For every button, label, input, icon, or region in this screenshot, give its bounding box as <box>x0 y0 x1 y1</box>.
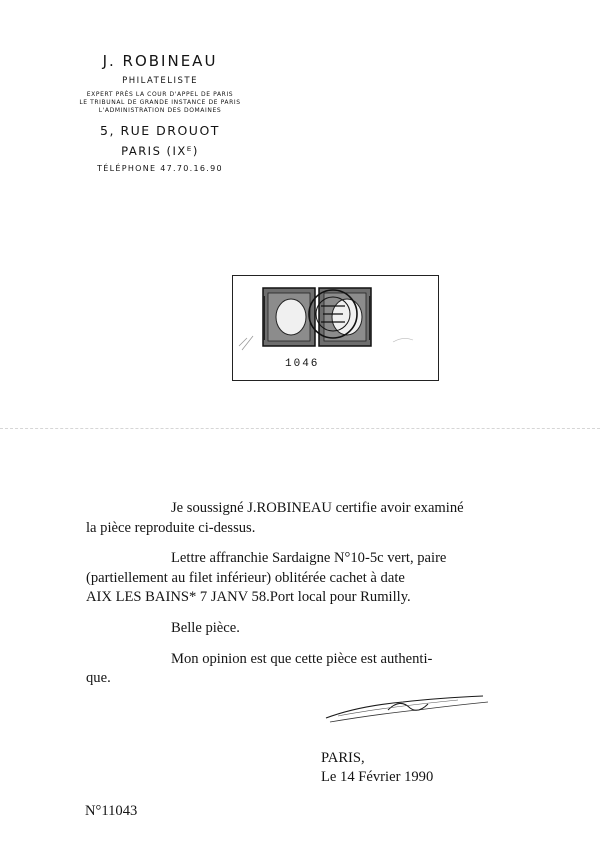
credential-line: LE TRIBUNAL DE GRANDE INSTANCE DE PARIS <box>79 99 241 106</box>
expert-name: J. ROBINEAU <box>102 52 218 70</box>
paragraph-2-line: Lettre affranchie Sardaigne N°10-5c vert, paire <box>171 550 447 566</box>
city: PARIS (IXᴱ) <box>121 144 199 158</box>
letterhead <box>30 52 290 173</box>
cameo-left <box>276 299 306 335</box>
signing-place: PARIS, <box>321 750 365 766</box>
expert-credentials <box>30 91 290 115</box>
stamp-pair-image <box>233 276 438 380</box>
signature-graphic <box>318 688 498 728</box>
paragraph-1-line: la pièce reproduite ci-dessus. <box>86 520 256 536</box>
stamp-piece-photo <box>232 275 439 381</box>
paragraph-2-line: (partiellement au filet inférieur) oblitérée cachet à date <box>86 570 405 586</box>
signing-date: Le 14 Février 1990 <box>321 769 434 785</box>
street-address: 5, RUE DROUOT <box>100 123 220 138</box>
piece-reference-number: 1046 <box>285 358 320 370</box>
telephone: TÉLÉPHONE 47.70.16.90 <box>97 164 223 173</box>
credential-line: L'ADMINISTRATION DES DOMAINES <box>98 107 222 114</box>
paragraph-4-line: Mon opinion est que cette pièce est authenti- <box>171 651 433 667</box>
fold-line <box>0 428 600 429</box>
certificate-number: N°11043 <box>85 803 138 819</box>
paragraph-4-line: que. <box>86 670 111 686</box>
paragraph-3: Belle pièce. <box>171 620 240 636</box>
expert-title: PHILATELISTE <box>122 76 198 86</box>
credential-line: EXPERT PRÈS LA COUR D'APPEL DE PARIS <box>86 91 234 98</box>
paragraph-2-line: AIX LES BAINS* 7 JANV 58.Port local pour Rumilly. <box>86 589 411 605</box>
paragraph-1-line: Je soussigné J.ROBINEAU certifie avoir examiné <box>171 500 464 516</box>
